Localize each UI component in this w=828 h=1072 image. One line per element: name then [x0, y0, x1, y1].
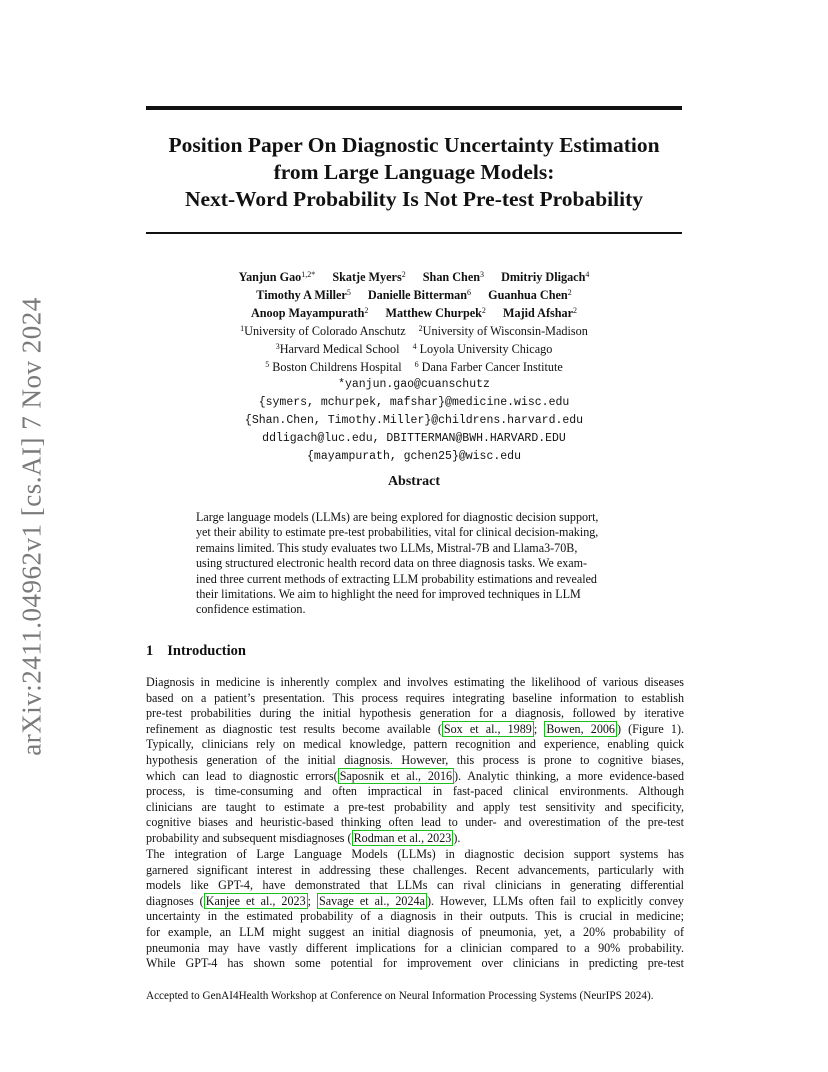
abstract-heading: Abstract: [387, 474, 441, 489]
author-name: Yanjun Gao$^{1,2*}$: [238, 270, 316, 284]
body-line: process, is time-consuming and often impractical in fast-paced clinical environments. Although: [146, 784, 684, 799]
body-line: pre-test probabilities during the initial hypothesis generation for a diagnosis, followed by iterative: [146, 706, 684, 721]
intro-paragraph-1: [146, 675, 684, 847]
body-line: based on a patient’s presentation. This process requires integrating baseline information to establish: [146, 690, 684, 705]
email-line: ddligach@luc.edu, DBITTERMAN@BWH.HARVARD.EDU: [262, 432, 566, 445]
page-footer-note: Accepted to GenAI4Health Workshop at Conference on Neural Information Processing Systems (NeurIPS 2024).: [146, 990, 654, 1002]
arxiv-id: arXiv:2411.04962v1 [cs.AI] 7 Nov 2024: [16, 296, 47, 756]
abstract-body: [196, 510, 634, 618]
body-line: While GPT-4 has shown some potential for improvement over clinicians in predicting pre-test: [146, 956, 684, 971]
abstract-line: using structured electronic health record data on three diagnosis tasks. We exam-: [196, 556, 588, 571]
affiliation: $^6$ Dana Farber Cancer Institute: [414, 360, 563, 374]
abstract-line: confidence estimation.: [196, 602, 306, 617]
title-top-rule: [146, 106, 682, 110]
body-line: cognitive biases and heuristic-based thinking often lead to under- and overestimation of the pre-test: [146, 815, 684, 830]
affiliation: $^3$Harvard Medical School: [275, 342, 400, 356]
body-line: probability and subsequent misdiagnoses ( Rodman et al., 2023 ).: [146, 830, 461, 845]
abstract-line: ined three current methods of extracting LLM probability estimations and revealed: [196, 571, 597, 586]
affiliation-row-2: [146, 340, 682, 358]
citation-link[interactable]: Saposnik et al., 2016: [339, 768, 453, 783]
affiliation: $^1$University of Colorado Anschutz: [240, 324, 406, 338]
body-line: The integration of Large Language Models (LLMs) in diagnostic decision support systems has: [146, 847, 684, 861]
citation-link[interactable]: Kanjee et al., 2023: [205, 893, 306, 908]
author-row-1: [146, 268, 682, 286]
body-line: garnered significant interest in addressing these challenges. Recent advancements, particularly with: [146, 862, 684, 877]
body-line: clinicians are taught to estimate a pre-test probability and apply test sensitivity and specificity,: [146, 799, 684, 814]
author-row-2: [146, 286, 682, 304]
citation-link[interactable]: Bowen, 2006: [546, 721, 615, 736]
author-name: Guanhua Chen$^2$: [488, 288, 572, 302]
email-line: {Shan.Chen, Timothy.Miller}@childrens.harvard.edu: [244, 414, 584, 427]
author-name: Timothy A Miller$^5$: [256, 288, 351, 302]
body-line: which can lead to diagnostic errors( Saposnik et al., 2016 ). Analytic thinking, a more evidence-based: [146, 768, 685, 783]
title-line-3: Next-Word Probability Is Not Pre-test Probability: [184, 187, 644, 211]
author-name: Shan Chen$^3$: [422, 270, 485, 284]
body-line: models like GPT-4, have demonstrated that LLMs can rival clinicians in generating differential: [146, 878, 684, 893]
abstract-line: yet their ability to estimate pre-test probabilities, vital for clinical decision-making,: [196, 525, 599, 540]
body-line: for example, an LLM might suggest an initial diagnosis of pneumonia, yet, a 20% probability of: [146, 924, 684, 939]
section-heading: [146, 643, 246, 660]
abstract-line: remains limited. This study evaluates two LLMs, Mistral-7B and Llama3-70B,: [196, 540, 578, 555]
paper-title: [146, 132, 682, 213]
citation-link[interactable]: Rodman et al., 2023: [353, 830, 452, 845]
author-name: Matthew Churpek$^2$: [385, 306, 486, 320]
body-line: uncertainty in the estimated probability of a diagnosis in their outputs. This is crucial in medicine;: [146, 909, 684, 924]
email-line: {mayampurath, gchen25}@wisc.edu: [307, 450, 521, 463]
affiliation: $^5$ Boston Childrens Hospital: [265, 360, 402, 374]
affiliation-row-1: [146, 322, 682, 340]
title-bottom-rule: [146, 232, 682, 234]
author-name: Anoop Mayampurath$^2$: [250, 306, 369, 320]
intro-paragraph-2: [146, 847, 684, 972]
title-line-2: from Large Language Models:: [273, 160, 555, 184]
section-number: 1: [146, 643, 154, 659]
body-line: diagnoses ( Kanjee et al., 2023 ; Savage et al., 2024a ). However, LLMs often fail to explicitly convey: [146, 893, 684, 908]
affiliation: $^4$ Loyola University Chicago: [412, 342, 553, 356]
affiliation: $^2$University of Wisconsin-Madison: [418, 324, 588, 338]
body-line: Diagnosis in medicine is inherently complex and involves estimating the likelihood of various diseases: [146, 675, 684, 689]
arxiv-identifier-sidebar: [14, 296, 50, 756]
body-line: refinement as diagnostic test results become available ( Sox et al., 1989 ; Bowen, 2006 ) (Figure 1).: [146, 721, 684, 736]
citation-link[interactable]: Savage et al., 2024a: [318, 893, 425, 908]
body-line: hypothesis generation of the initial diagnosis. However, this process is prone to cognitive biases,: [146, 752, 684, 767]
citation-link[interactable]: Sox et al., 1989: [443, 721, 532, 736]
body-line: Typically, clinicians rely on medical knowledge, pattern recognition and experience, enabling quick: [146, 737, 684, 752]
author-name: Skatje Myers$^2$: [332, 270, 406, 284]
author-name: Dmitriy Dligach$^4$: [501, 270, 590, 284]
body-line: pneumonia may have vastly different implications for a clinician compared to a 90% probability.: [146, 940, 684, 955]
author-name: Danielle Bitterman$^6$: [367, 288, 472, 302]
email-line: {symers, mchurpek, mafshar}@medicine.wisc.edu: [258, 396, 570, 409]
affiliation-row-3: [146, 358, 682, 376]
abstract-line: Large language models (LLMs) are being explored for diagnostic decision support,: [196, 510, 599, 524]
abstract-line: their limitations. We aim to highlight the need for improved techniques in LLM: [196, 587, 581, 602]
author-name: Majid Afshar$^2$: [502, 306, 578, 320]
author-block: [146, 268, 682, 466]
section-title: Introduction: [167, 643, 246, 659]
email-line: *yanjun.gao@cuanschutz: [338, 378, 490, 391]
author-row-3: [146, 304, 682, 322]
title-line-1: Position Paper On Diagnostic Uncertainty Estimation: [168, 133, 660, 157]
